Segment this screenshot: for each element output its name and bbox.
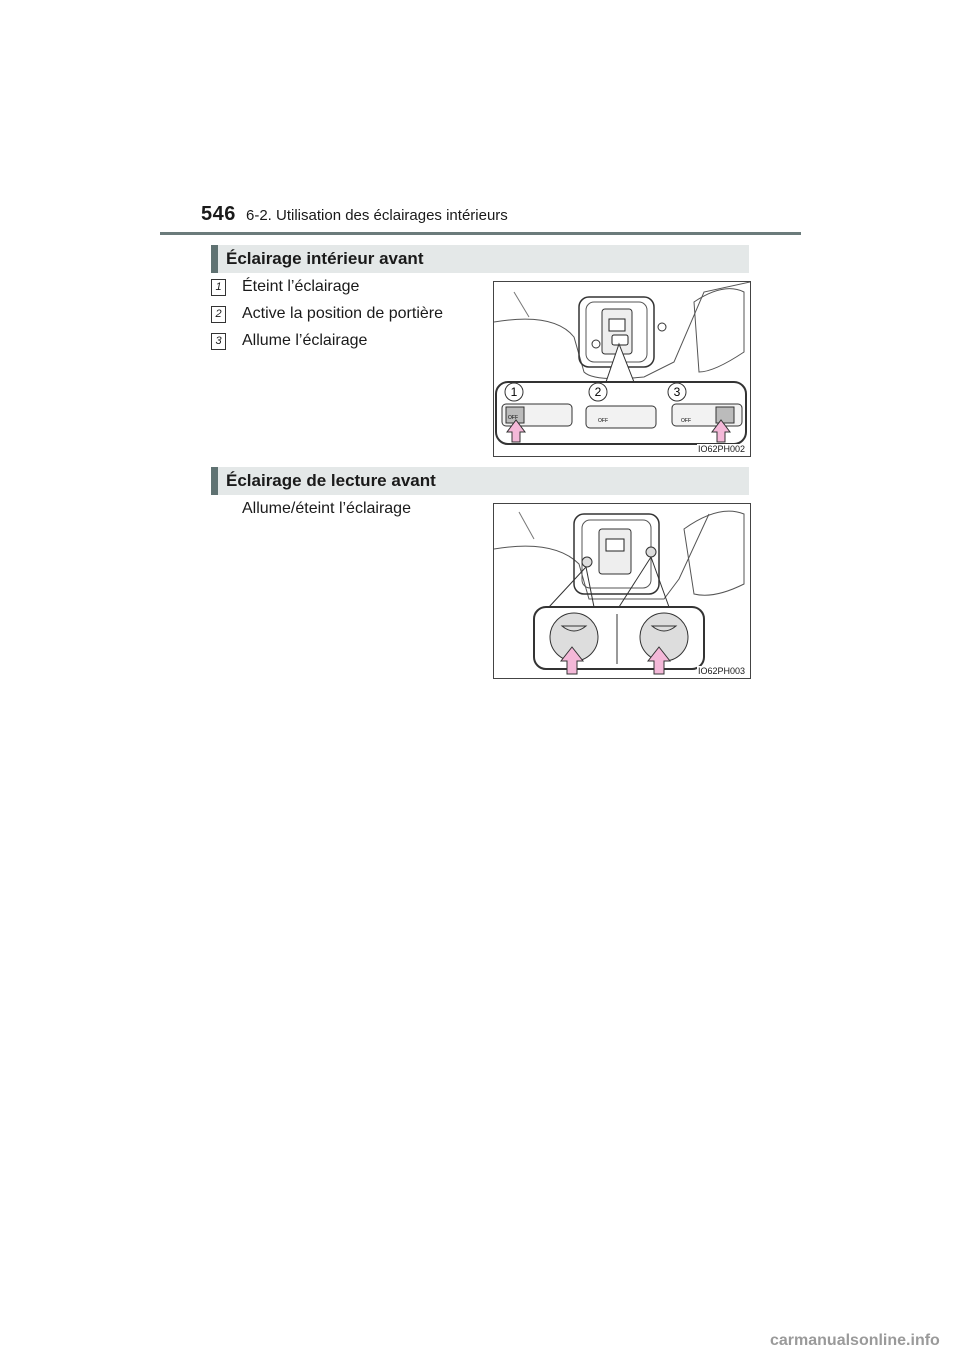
item-number: 1 bbox=[211, 279, 226, 296]
item-text: Éteint l’éclairage bbox=[242, 278, 360, 295]
callout-3: 3 bbox=[673, 385, 681, 399]
section-accent bbox=[211, 245, 218, 273]
list-item bbox=[211, 278, 359, 296]
item-number: 3 bbox=[211, 333, 226, 350]
list-item bbox=[211, 305, 443, 323]
item-text: Active la position de portière bbox=[242, 305, 443, 322]
description-text: Allume/éteint l’éclairage bbox=[242, 500, 411, 517]
section-title: Éclairage de lecture avant bbox=[226, 471, 436, 490]
section-accent bbox=[211, 467, 218, 495]
figure-interior-light-switch bbox=[493, 281, 751, 457]
callout-2: 2 bbox=[594, 385, 602, 399]
figure-code: IO62PH003 bbox=[697, 666, 745, 676]
item-number: 2 bbox=[211, 306, 226, 323]
page-number: 546 bbox=[201, 203, 236, 225]
callout-1: 1 bbox=[510, 385, 518, 399]
section-heading-interior-light bbox=[211, 245, 749, 273]
switch-off-label: OFF bbox=[598, 418, 608, 424]
header-rule bbox=[160, 232, 801, 235]
interior-light-illustration bbox=[494, 282, 750, 456]
figure-code: IO62PH002 bbox=[697, 444, 745, 454]
switch-off-label: OFF bbox=[681, 418, 691, 424]
item-text: Allume l’éclairage bbox=[242, 332, 368, 349]
reading-light-illustration bbox=[494, 504, 750, 678]
chapter-title: 6-2. Utilisation des éclairages intérieurs bbox=[246, 207, 508, 224]
section-title: Éclairage intérieur avant bbox=[226, 249, 424, 268]
figure-reading-light bbox=[493, 503, 751, 679]
watermark: carmanualsonline.info bbox=[770, 1332, 940, 1349]
section-heading-reading-light bbox=[211, 467, 749, 495]
switch-off-label: OFF bbox=[508, 415, 518, 421]
list-item bbox=[211, 332, 367, 350]
